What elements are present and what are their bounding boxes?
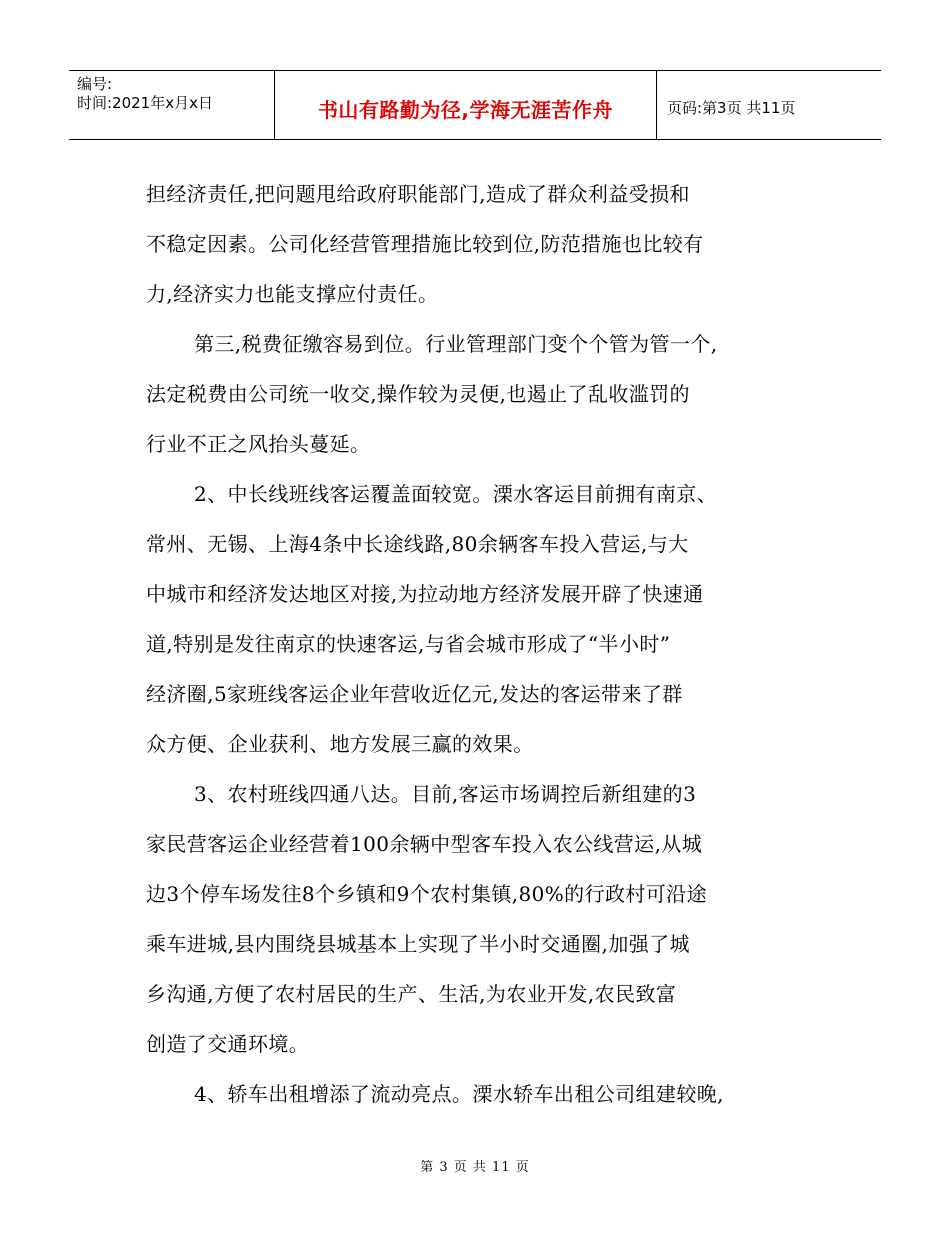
paragraph — [146, 319, 812, 469]
header-meta-cell — [69, 71, 275, 139]
header-page-cell — [657, 71, 881, 139]
text-line: 家民营客运企业经营着100余辆中型客车投入农公线营运,从城 — [146, 832, 703, 856]
text-line: 不稳定因素。公司化经营管理措施比较到位,防范措施也比较有 — [146, 232, 704, 256]
text-line: 常州、无锡、上海4条中长途线路,80余辆客车投入营运,与大 — [146, 532, 689, 556]
text-line: 法定税费由公司统一收交,操作较为灵便,也遏止了乱收滥罚的 — [146, 382, 690, 406]
motto-text: 书山有路勤为径,学海无涯苦作舟 — [317, 97, 614, 122]
page-info: 页码:第3页 共11页 — [667, 98, 796, 117]
serial-number-label: 编号: — [77, 75, 113, 93]
document-header — [69, 70, 881, 140]
text-line: 中城市和经济发达地区对接,为拉动地方经济发展开辟了快速通 — [146, 582, 704, 606]
page-footer — [0, 1156, 950, 1175]
text-line: 行业不正之风抬头蔓延。 — [146, 432, 371, 456]
text-line: 第三,税费征缴容易到位。行业管理部门变个个管为管一个, — [194, 332, 718, 356]
paragraph — [146, 169, 812, 319]
paragraph — [146, 469, 812, 769]
text-line: 担经济责任,把问题甩给政府职能部门,造成了群众利益受损和 — [146, 182, 690, 206]
text-line: 2、中长线班线客运覆盖面较宽。溧水客运目前拥有南京、 — [194, 482, 718, 506]
text-line: 乡沟通,方便了农村居民的生产、生活,为农业开发,农民致富 — [146, 982, 677, 1006]
text-line: 力,经济实力也能支撑应付责任。 — [146, 282, 439, 306]
text-line: 边3个停车场发往8个乡镇和9个农村集镇,80%的行政村可沿途 — [146, 882, 707, 906]
paragraph — [146, 1069, 812, 1119]
paragraph — [146, 769, 812, 1069]
footer-page-number: 第 3 页 共 11 页 — [420, 1160, 530, 1175]
header-motto-cell — [275, 71, 657, 139]
text-line: 4、轿车出租增添了流动亮点。溧水轿车出租公司组建较晚, — [194, 1082, 724, 1106]
text-line: 众方便、企业获利、地方发展三赢的效果。 — [146, 732, 534, 756]
text-line: 3、农村班线四通八达。目前,客运市场调控后新组建的3 — [194, 782, 697, 806]
text-line: 乘车进城,县内围绕县城基本上实现了半小时交通圈,加强了城 — [146, 932, 690, 956]
date-label: 时间:2021年x月x日 — [77, 94, 213, 112]
document-body — [146, 169, 812, 1119]
text-line: 道,特别是发往南京的快速客运,与省会城市形成了“半小时” — [146, 632, 671, 656]
text-line: 创造了交通环境。 — [146, 1032, 310, 1056]
text-line: 经济圈,5家班线客运企业年营收近亿元,发达的客运带来了群 — [146, 682, 683, 706]
